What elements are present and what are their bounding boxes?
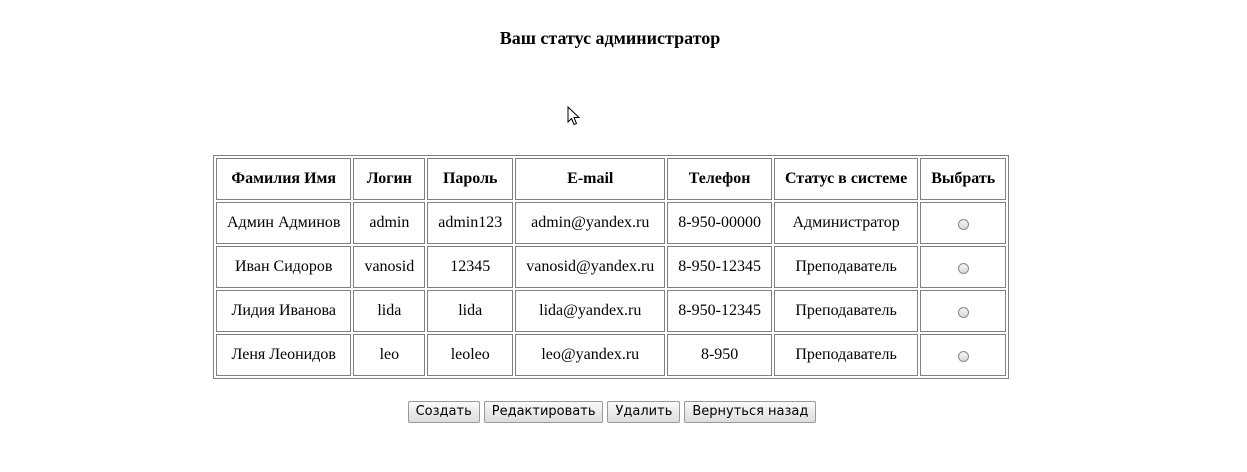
cell-phone: 8-950 (667, 334, 772, 376)
header-select: Выбрать (920, 158, 1006, 200)
header-full-name: Фамилия Имя (216, 158, 351, 200)
header-email: E-mail (515, 158, 665, 200)
cell-login: lida (353, 290, 425, 332)
cell-status: Преподаватель (774, 246, 918, 288)
users-table-container (213, 155, 1009, 379)
table-header-row (216, 158, 1006, 200)
cell-status: Администратор (774, 202, 918, 244)
back-button[interactable]: Вернуться назад (684, 401, 816, 423)
cell-full-name: Лидия Иванова (216, 290, 351, 332)
cell-phone: 8-950-12345 (667, 290, 772, 332)
users-table (213, 155, 1009, 379)
cell-phone: 8-950-00000 (667, 202, 772, 244)
table-row (216, 290, 1006, 332)
cell-status: Преподаватель (774, 334, 918, 376)
cell-full-name: Иван Сидоров (216, 246, 351, 288)
delete-button[interactable]: Удалить (607, 401, 680, 423)
cell-select (920, 202, 1006, 244)
create-button[interactable]: Создать (408, 401, 480, 423)
header-login: Логин (353, 158, 425, 200)
cell-select (920, 334, 1006, 376)
cell-email: admin@yandex.ru (515, 202, 665, 244)
table-row (216, 334, 1006, 376)
cell-login: leo (353, 334, 425, 376)
cell-select (920, 246, 1006, 288)
radio-button-icon[interactable] (958, 307, 969, 318)
cell-password: 12345 (427, 246, 513, 288)
cell-full-name: Леня Леонидов (216, 334, 351, 376)
cell-phone: 8-950-12345 (667, 246, 772, 288)
table-row (216, 246, 1006, 288)
cell-email: leo@yandex.ru (515, 334, 665, 376)
action-buttons (0, 401, 1224, 423)
radio-button-icon[interactable] (958, 351, 969, 362)
cell-login: admin (353, 202, 425, 244)
table-row (216, 202, 1006, 244)
mouse-pointer-icon (567, 106, 581, 126)
cell-status: Преподаватель (774, 290, 918, 332)
cell-password: leoleo (427, 334, 513, 376)
edit-button[interactable]: Редактировать (484, 401, 604, 423)
cell-email: vanosid@yandex.ru (515, 246, 665, 288)
cell-login: vanosid (353, 246, 425, 288)
header-phone: Телефон (667, 158, 772, 200)
radio-button-icon[interactable] (958, 219, 969, 230)
header-password: Пароль (427, 158, 513, 200)
cell-email: lida@yandex.ru (515, 290, 665, 332)
cell-password: admin123 (427, 202, 513, 244)
cell-full-name: Админ Админов (216, 202, 351, 244)
cell-password: lida (427, 290, 513, 332)
radio-button-icon[interactable] (958, 263, 969, 274)
header-status: Статус в системе (774, 158, 918, 200)
page-title: Ваш статус администратор (499, 28, 721, 48)
cell-select (920, 290, 1006, 332)
